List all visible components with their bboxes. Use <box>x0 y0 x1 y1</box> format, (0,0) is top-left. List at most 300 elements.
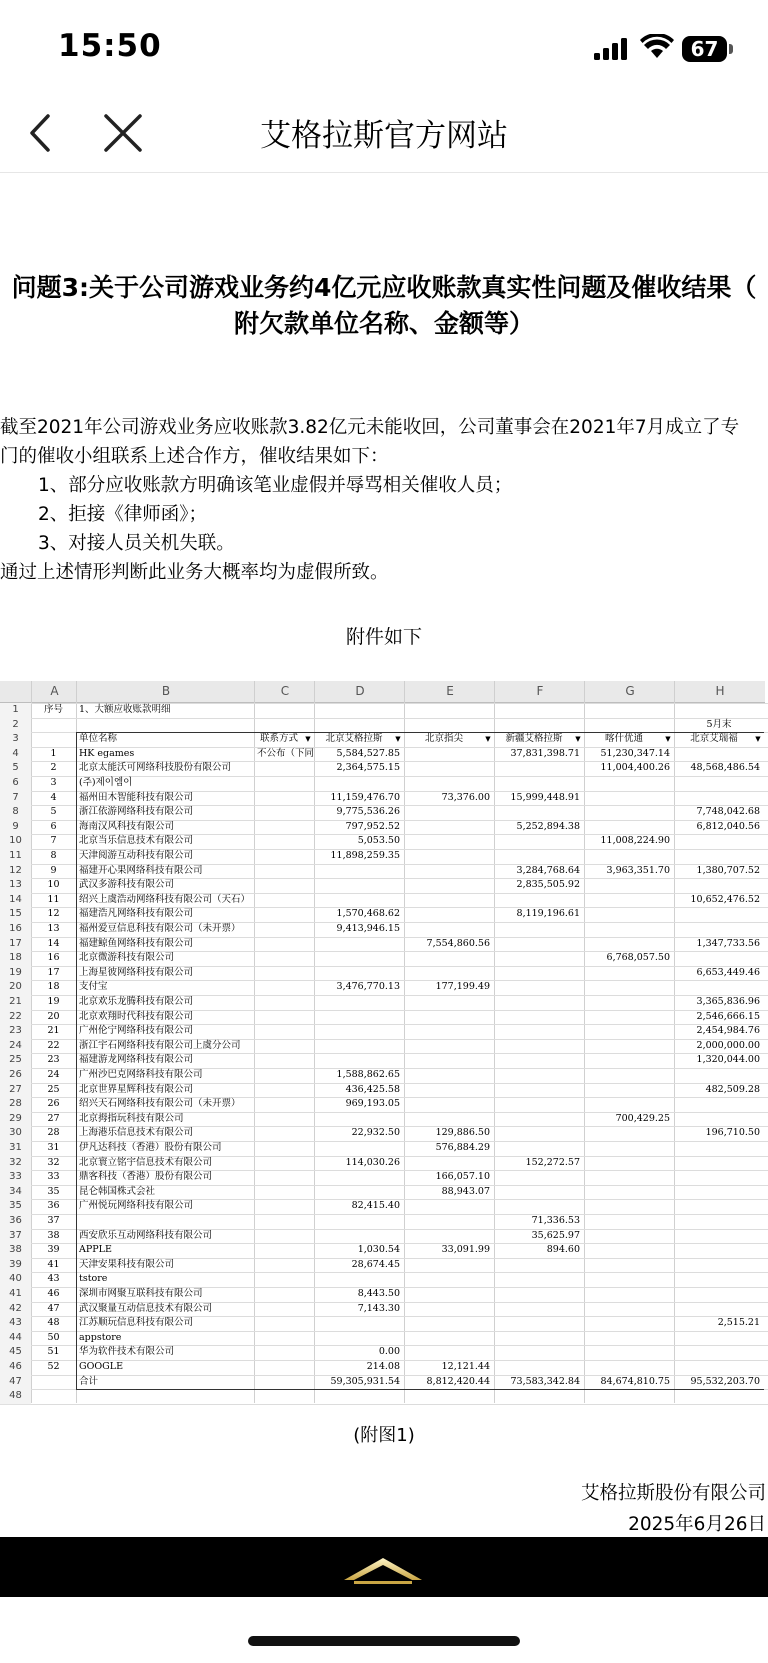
table-cell <box>254 1053 314 1068</box>
table-cell <box>404 1112 494 1127</box>
table-cell <box>584 907 674 922</box>
table-cell: 27 <box>47 1112 60 1124</box>
table-cell <box>674 1331 764 1346</box>
table-cell <box>254 1185 314 1200</box>
dropdown-icon: ▼ <box>485 735 491 744</box>
header-c: 联系方式 <box>259 733 298 745</box>
table-cell <box>494 1345 584 1360</box>
table-cell <box>404 1097 494 1112</box>
table-cell <box>254 820 314 835</box>
table-cell <box>314 1112 404 1127</box>
table-cell: 73,376.00 <box>441 791 490 803</box>
table-cell: 福建鲸鱼网络科技有限公司 <box>79 937 194 949</box>
table-cell <box>494 1331 584 1346</box>
table-cell: 2,454,984.76 <box>696 1025 760 1037</box>
table-cell <box>404 1156 494 1171</box>
heading-line-1: 问题3:关于公司游戏业务约4亿元应收账款真实性问题及催收结果（ <box>11 273 757 302</box>
table-cell: 福建游龙网络科技有限公司 <box>79 1054 194 1066</box>
table-cell <box>254 1331 314 1346</box>
row-header: 44 <box>0 1331 31 1347</box>
row-header: 20 <box>0 980 31 996</box>
table-cell <box>584 1141 674 1156</box>
table-cell <box>404 776 494 791</box>
table-cell: 700,429.25 <box>615 1112 670 1124</box>
publish-date: 2025年6月26日 <box>628 1514 766 1535</box>
table-cell <box>494 761 584 776</box>
table-cell <box>254 1302 314 1317</box>
column-header-corner <box>0 681 31 703</box>
table-cell: 3,963,351.70 <box>606 864 670 876</box>
table-cell <box>314 893 404 908</box>
table-cell <box>674 1214 764 1229</box>
table-cell <box>314 1141 404 1156</box>
table-cell: 37,831,398.71 <box>510 747 580 759</box>
table-cell <box>254 1112 314 1127</box>
table-cell: 6,653,449.46 <box>696 966 760 978</box>
table-cell: APPLE <box>79 1244 112 1256</box>
grid-line <box>31 718 768 719</box>
table-cell <box>494 951 584 966</box>
article-heading <box>0 270 768 342</box>
table-cell: 不公布（下同 <box>257 747 314 759</box>
table-cell <box>494 1287 584 1302</box>
table-cell <box>404 805 494 820</box>
row-header: 25 <box>0 1053 31 1069</box>
status-time: 15:50 <box>58 28 162 64</box>
table-cell: 82,415.40 <box>351 1200 400 1212</box>
table-cell <box>254 951 314 966</box>
table-cell <box>254 907 314 922</box>
table-cell <box>584 1170 674 1185</box>
table-cell: 95,532,203.70 <box>690 1375 760 1387</box>
table-cell: 天津阅游互动科技有限公司 <box>79 850 194 861</box>
header-h: 北京艾瑞福 <box>690 733 738 745</box>
table-cell <box>404 878 494 893</box>
row-header: 6 <box>0 776 31 792</box>
table-cell: 3,365,836.96 <box>696 996 760 1007</box>
table-cell: 38 <box>47 1229 60 1241</box>
row-header: 18 <box>0 951 31 967</box>
table-cell: 196,710.50 <box>705 1127 760 1139</box>
body-line: 截至2021年公司游戏业务应收账款3.82亿元未能收回，公司董事会在2021年7月成立了专 <box>0 417 740 438</box>
table-cell <box>404 1039 494 1054</box>
table-cell <box>584 791 674 806</box>
list-item: 3、对接人员关机失联。 <box>38 533 235 554</box>
table-cell <box>494 893 584 908</box>
table-cell <box>584 1024 674 1039</box>
table-cell <box>584 1272 674 1287</box>
row-header: 39 <box>0 1258 31 1274</box>
row-header: 7 <box>0 791 31 807</box>
table-cell <box>674 951 764 966</box>
table-cell: 16 <box>47 952 60 964</box>
table-cell: 51 <box>47 1346 60 1358</box>
table-cell: 上海星彼网络科技有限公司 <box>79 966 194 978</box>
table-cell: 浙江依游网络科技有限公司 <box>79 806 194 818</box>
table-cell <box>584 893 674 908</box>
table-border <box>76 732 77 1389</box>
header-d: 北京艾格拉斯 <box>325 733 383 745</box>
table-cell: 6,812,040.56 <box>696 820 760 832</box>
table-cell <box>674 791 764 806</box>
table-cell <box>494 1360 584 1375</box>
table-cell <box>254 834 314 849</box>
table-cell <box>584 1258 674 1273</box>
table-cell: 26 <box>47 1098 60 1110</box>
table-cell <box>494 1097 584 1112</box>
table-cell <box>404 1316 494 1331</box>
table-cell <box>584 1360 674 1375</box>
table-cell: 浙江宇石网络科技有限公司上虞分公司 <box>79 1039 241 1051</box>
row-header: 3 <box>0 732 31 748</box>
table-cell: 12,121.44 <box>441 1361 490 1372</box>
table-cell <box>254 1229 314 1244</box>
table-cell <box>584 1126 674 1141</box>
table-cell <box>254 1156 314 1171</box>
dropdown-icon: ▼ <box>755 735 761 744</box>
table-cell: 支付宝 <box>79 981 108 993</box>
row-header: 33 <box>0 1170 31 1186</box>
table-cell <box>254 1024 314 1039</box>
table-cell <box>254 1097 314 1112</box>
table-cell: 88,943.07 <box>441 1185 490 1197</box>
figure-caption: (附图1) <box>353 1425 415 1446</box>
table-cell: 8,812,420.44 <box>426 1375 490 1387</box>
table-cell <box>674 1185 764 1200</box>
table-cell: 8 <box>50 850 57 861</box>
table-cell <box>584 1316 674 1331</box>
table-cell: 10,652,476.52 <box>690 893 760 905</box>
table-cell <box>494 1024 584 1039</box>
table-cell <box>314 1214 404 1229</box>
table-cell <box>494 1010 584 1025</box>
row-header: 28 <box>0 1097 31 1113</box>
table-cell <box>254 1199 314 1214</box>
table-cell <box>584 1010 674 1025</box>
table-cell <box>494 1083 584 1098</box>
row-header: 4 <box>0 747 31 763</box>
table-cell <box>494 1141 584 1156</box>
table-cell: 8,443.50 <box>357 1288 400 1299</box>
row-header: 36 <box>0 1214 31 1230</box>
table-cell <box>584 1229 674 1244</box>
table-cell: 14 <box>47 937 60 949</box>
table-cell <box>584 1331 674 1346</box>
table-cell: 28 <box>47 1127 60 1139</box>
table-cell: 绍兴上虞浩动网络科技有限公司（天石） <box>79 893 251 905</box>
table-cell: 59,305,931.54 <box>330 1375 400 1387</box>
row-header: 27 <box>0 1083 31 1099</box>
table-cell <box>584 1083 674 1098</box>
row-header: 2 <box>0 718 31 734</box>
table-cell <box>494 1068 584 1083</box>
table-cell <box>254 1287 314 1302</box>
table-cell <box>584 1302 674 1317</box>
table-cell <box>584 878 674 893</box>
table-cell <box>584 1199 674 1214</box>
table-cell: 214.08 <box>366 1361 400 1372</box>
table-cell: 1,347,733.56 <box>696 937 760 949</box>
table-cell <box>254 1243 314 1258</box>
table-cell <box>76 1214 254 1229</box>
table-cell: 9 <box>50 864 57 876</box>
table-cell <box>584 820 674 835</box>
table-cell: 7,554,860.56 <box>426 937 490 949</box>
table-cell: 福州爱豆信息科技有限公司（未开票） <box>79 923 241 934</box>
header-f: 新疆艾格拉斯 <box>505 733 563 745</box>
table-cell <box>404 1258 494 1273</box>
row-header: 15 <box>0 907 31 923</box>
table-cell <box>404 1068 494 1083</box>
row-header: 34 <box>0 1185 31 1201</box>
table-cell: 22,932.50 <box>351 1127 400 1139</box>
table-cell: 12 <box>47 908 60 920</box>
table-cell: 昆仑韩国株式会社 <box>79 1185 156 1197</box>
table-cell <box>674 1156 764 1171</box>
nav-bar <box>0 96 768 173</box>
table-cell: 9,413,946.15 <box>336 923 400 934</box>
table-cell <box>314 966 404 981</box>
table-cell: 177,199.49 <box>435 981 490 993</box>
row-header: 29 <box>0 1112 31 1128</box>
table-cell <box>314 1053 404 1068</box>
table-cell: 北京寰立铭宇信息技术有限公司 <box>79 1156 213 1168</box>
table-cell <box>404 1287 494 1302</box>
table-cell <box>494 1302 584 1317</box>
row-header: 16 <box>0 922 31 938</box>
table-cell: 21 <box>47 1025 60 1037</box>
table-cell <box>404 747 494 762</box>
table-cell <box>254 805 314 820</box>
body-line: 通过上述情形判断此业务大概率均为虚假所致。 <box>0 562 389 583</box>
table-cell: 鼎客科技（香港）股份有限公司 <box>79 1171 213 1183</box>
table-cell <box>494 1272 584 1287</box>
table-cell <box>254 1272 314 1287</box>
table-cell: 3,476,770.13 <box>336 981 400 993</box>
table-cell <box>404 761 494 776</box>
table-cell: 482,509.28 <box>705 1083 760 1095</box>
table-cell <box>314 1331 404 1346</box>
table-cell <box>674 1302 764 1317</box>
row-header: 24 <box>0 1039 31 1055</box>
table-cell <box>254 1345 314 1360</box>
table-cell: 3,284,768.64 <box>516 864 580 876</box>
table-cell <box>674 1199 764 1214</box>
row-header: 12 <box>0 864 31 880</box>
table-cell <box>584 1185 674 1200</box>
table-cell <box>674 878 764 893</box>
table-cell: 天津安果科技有限公司 <box>79 1258 175 1270</box>
table-cell: 797,952.52 <box>345 820 400 832</box>
table-cell <box>494 1112 584 1127</box>
table-cell <box>314 1229 404 1244</box>
receivables-spreadsheet <box>0 681 768 1419</box>
table-cell: 3 <box>50 777 57 788</box>
table-cell: 114,030.26 <box>345 1156 400 1168</box>
table-cell <box>494 922 584 937</box>
table-cell <box>674 907 764 922</box>
table-cell: 47 <box>47 1302 60 1314</box>
table-cell <box>254 1141 314 1156</box>
table-cell <box>404 1010 494 1025</box>
table-cell: 1,570,468.62 <box>336 908 400 920</box>
table-cell <box>404 922 494 937</box>
row-header: 23 <box>0 1024 31 1040</box>
table-cell: 32 <box>47 1156 60 1168</box>
table-cell <box>314 864 404 879</box>
table-cell <box>404 1214 494 1229</box>
table-cell <box>584 1039 674 1054</box>
dropdown-icon: ▼ <box>575 735 581 744</box>
table-cell: 46 <box>47 1288 60 1299</box>
row-header: 8 <box>0 805 31 821</box>
table-cell <box>254 980 314 995</box>
table-cell <box>674 1258 764 1273</box>
table-cell <box>254 1039 314 1054</box>
row-header: 5 <box>0 761 31 777</box>
table-cell <box>314 995 404 1010</box>
table-cell: 71,336.53 <box>531 1215 580 1226</box>
table-cell <box>674 1243 764 1258</box>
table-cell: 1 <box>50 747 57 759</box>
table-cell: 28,674.45 <box>351 1258 400 1270</box>
table-cell <box>254 864 314 879</box>
table-cell <box>494 1185 584 1200</box>
list-item: 1、部分应收账款方明确该笔业虚假并辱骂相关催收人员； <box>38 475 513 496</box>
table-cell: 5,584,527.85 <box>336 747 400 759</box>
row-header: 11 <box>0 849 31 865</box>
home-indicator <box>248 1636 520 1646</box>
table-cell <box>404 907 494 922</box>
company-name: 艾格拉斯股份有限公司 <box>580 1483 766 1504</box>
table-cell: 84,674,810.75 <box>600 1375 670 1387</box>
wifi-icon <box>640 34 674 60</box>
column-header: E <box>404 681 495 703</box>
table-cell: 0.00 <box>378 1346 400 1358</box>
row-header: 42 <box>0 1302 31 1318</box>
table-cell <box>254 1214 314 1229</box>
row-header: 26 <box>0 1068 31 1084</box>
table-cell <box>254 849 314 864</box>
table-cell: 7,748,042.68 <box>696 806 760 818</box>
table-cell: 1,588,862.65 <box>336 1069 400 1080</box>
table-cell: 969,193.05 <box>345 1098 400 1110</box>
table-cell <box>254 1010 314 1025</box>
table-cell <box>494 980 584 995</box>
table-cell: 43 <box>47 1273 60 1285</box>
table-cell: 19 <box>47 996 60 1007</box>
table-cell: 41 <box>47 1258 60 1270</box>
table-cell <box>494 966 584 981</box>
table-cell <box>254 1360 314 1375</box>
table-cell: 福建浩凡网络科技有限公司 <box>79 908 194 920</box>
table-cell: 1,380,707.52 <box>696 864 760 876</box>
table-cell: (주)제이엠이 <box>79 777 133 788</box>
table-cell: 50 <box>47 1331 60 1343</box>
table-cell: 33 <box>47 1171 60 1183</box>
table-cell: 576,884.29 <box>435 1142 490 1153</box>
list-item: 2、拒接《律师函》； <box>38 504 208 525</box>
chevron-up-icon[interactable] <box>340 1550 426 1586</box>
table-cell <box>254 937 314 952</box>
grid-line <box>31 1404 768 1405</box>
column-header: A <box>31 681 77 703</box>
row-header: 13 <box>0 878 31 894</box>
bottom-toolbar <box>0 1537 768 1597</box>
table-cell: 江苏顺玩信息科技有限公司 <box>79 1317 194 1329</box>
table-cell <box>254 1258 314 1273</box>
table-cell: 华为软件技术有限公司 <box>79 1346 175 1358</box>
row-header: 45 <box>0 1345 31 1361</box>
row-header: 22 <box>0 1010 31 1026</box>
table-cell: 11,159,476.70 <box>330 791 400 803</box>
table-cell <box>584 805 674 820</box>
column-header: B <box>76 681 255 703</box>
row-header: 43 <box>0 1316 31 1332</box>
table-cell: 广州悦玩网络科技有限公司 <box>79 1200 194 1212</box>
table-cell: 北京微游科技有限公司 <box>79 952 175 964</box>
table-cell: 17 <box>47 966 60 978</box>
table-cell <box>404 1331 494 1346</box>
table-cell <box>314 1010 404 1025</box>
table-cell: 24 <box>47 1069 60 1080</box>
table-cell <box>314 878 404 893</box>
row-header: 40 <box>0 1272 31 1288</box>
table-cell: 武汉多游科技有限公司 <box>79 879 175 891</box>
table-cell: 2,515.21 <box>717 1317 760 1329</box>
table-cell <box>254 761 314 776</box>
table-cell: tstore <box>79 1273 108 1285</box>
dropdown-icon: ▼ <box>395 735 401 744</box>
table-cell: 22 <box>47 1039 60 1051</box>
table-cell <box>674 1141 764 1156</box>
table-cell <box>494 776 584 791</box>
table-cell: 37 <box>47 1215 60 1226</box>
table-cell <box>584 980 674 995</box>
row-header: 46 <box>0 1360 31 1376</box>
table-border <box>76 1389 764 1390</box>
table-cell <box>674 980 764 995</box>
table-cell: 2 <box>50 762 57 774</box>
table-cell: 436,425.58 <box>345 1083 400 1095</box>
table-cell: appstore <box>79 1331 122 1343</box>
table-cell <box>404 820 494 835</box>
table-cell: 31 <box>47 1142 60 1153</box>
table-cell <box>494 1170 584 1185</box>
table-cell <box>404 849 494 864</box>
table-cell <box>404 966 494 981</box>
table-cell <box>674 1229 764 1244</box>
table-cell: 11,898,259.35 <box>330 850 400 861</box>
article-body <box>0 413 768 587</box>
table-cell: 6,768,057.50 <box>606 952 670 964</box>
table-cell <box>674 1068 764 1083</box>
table-cell <box>584 1097 674 1112</box>
table-cell <box>404 1199 494 1214</box>
battery-icon <box>682 36 734 62</box>
table-cell <box>584 1287 674 1302</box>
table-cell: 35,625.97 <box>531 1229 580 1241</box>
row-header: 41 <box>0 1287 31 1303</box>
table-cell <box>494 834 584 849</box>
table-cell <box>314 1185 404 1200</box>
table-cell <box>254 922 314 937</box>
table-cell <box>31 1375 76 1390</box>
table-cell <box>674 834 764 849</box>
row-header: 30 <box>0 1126 31 1142</box>
table-cell: 10 <box>47 879 60 891</box>
row-header: 1 <box>0 703 31 719</box>
